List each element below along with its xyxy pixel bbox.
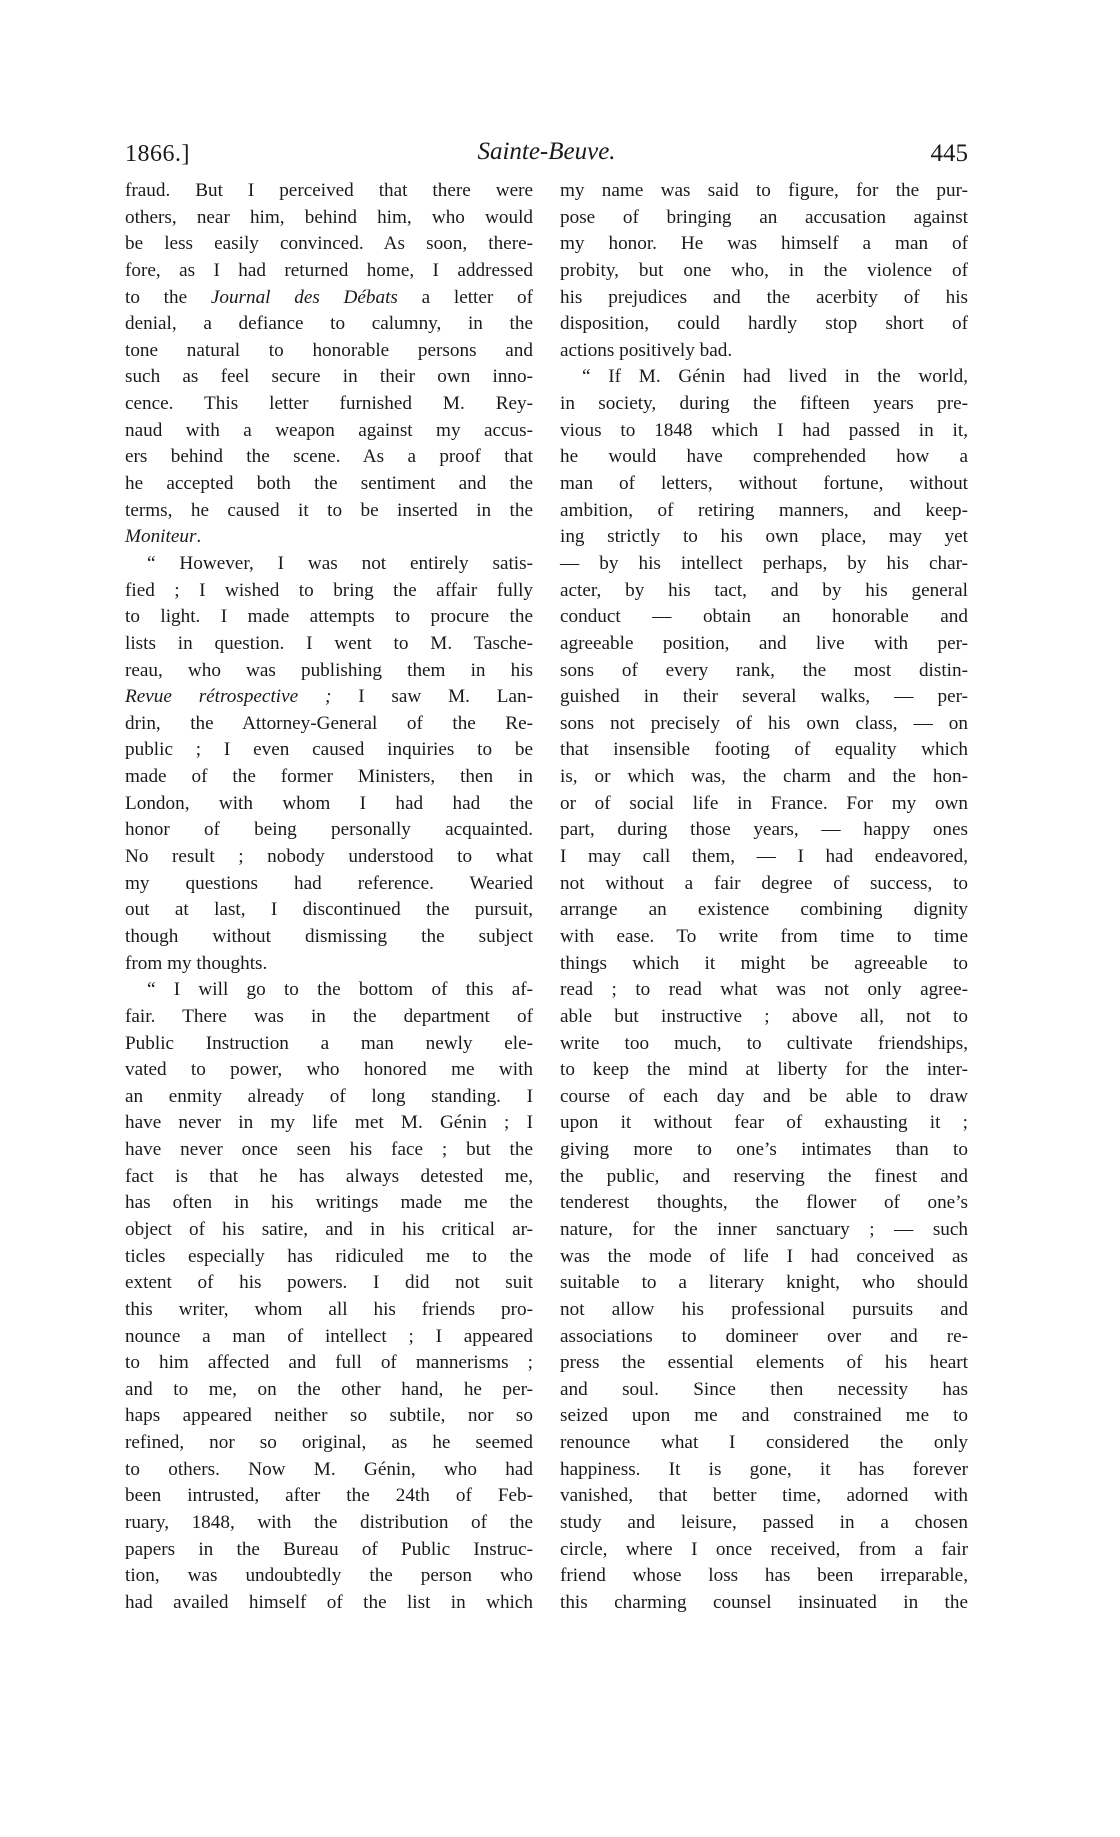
text-line: ing strictly to his own place, may yet	[560, 526, 968, 548]
text-line: he accepted both the sentiment and the	[125, 473, 533, 495]
text-line: not allow his professional pursuits and	[560, 1298, 968, 1320]
text-line: upon it without fear of exhausting it ;	[560, 1112, 968, 1134]
text-line: Public Instruction a man newly ele-	[125, 1032, 533, 1054]
text-line: giving more to one’s intimates than to	[560, 1139, 968, 1161]
text-line: he would have comprehended how a	[560, 446, 968, 468]
text-line: friend whose loss has been irreparable,	[560, 1565, 968, 1587]
text-line: vanished, that better time, adorned with	[560, 1485, 968, 1507]
text-line: sons not precisely of his own class, — on	[560, 712, 968, 734]
text-line: renounce what I considered the only	[560, 1432, 968, 1454]
text-line: honor of being personally acquainted.	[125, 819, 533, 841]
text-line: cence. This letter furnished M. Rey-	[125, 393, 533, 415]
text-line: probity, but one who, in the violence of	[560, 259, 968, 281]
text-run: to the	[125, 286, 211, 308]
text-line: haps appeared neither so subtile, nor so	[125, 1405, 533, 1427]
text-line: vious to 1848 which I had passed in it,	[560, 419, 968, 441]
text-line: study and leisure, passed in a chosen	[560, 1512, 968, 1534]
text-line: papers in the Bureau of Public Instruc-	[125, 1538, 533, 1560]
text-line: lists in question. I went to M. Tasche-	[125, 632, 533, 654]
text-line: vated to power, who honored me with	[125, 1059, 533, 1081]
text-line: associations to domineer over and re-	[560, 1325, 968, 1347]
text-line: my questions had reference. Wearied	[125, 872, 533, 894]
text-line: “ If M. Génin had lived in the world,	[582, 366, 968, 388]
text-line: “ However, I was not entirely satis-	[147, 552, 533, 574]
text-line: made of the former Ministers, then in	[125, 766, 533, 788]
text-line: this charming counsel insinuated in the	[560, 1591, 968, 1613]
text-line: an enmity already of long standing. I	[125, 1085, 533, 1107]
text-line: fact is that he has always detested me,	[125, 1165, 533, 1187]
right-column	[560, 178, 968, 1617]
text-line: man of letters, without fortune, without	[560, 473, 968, 495]
running-head-year: 1866.]	[125, 141, 190, 167]
text-line: my honor. He was himself a man of	[560, 233, 968, 255]
text-line: denial, a defiance to calumny, in the	[125, 313, 533, 335]
text-line: to others. Now M. Génin, who had	[125, 1458, 533, 1480]
text-line: others, near him, behind him, who would	[125, 206, 533, 228]
text-line: to keep the mind at liberty for the inter-	[560, 1059, 968, 1081]
text-line: fied ; I wished to bring the affair fully	[125, 579, 533, 601]
text-line: able but instructive ; above all, not to	[560, 1005, 968, 1027]
text-line: sons of every rank, the most distin-	[560, 659, 968, 681]
text-line: nature, for the inner sanctuary ; — such	[560, 1218, 968, 1240]
text-run: .	[196, 526, 202, 548]
italic-title: Revue rétrospective ;	[125, 686, 332, 708]
text-line: write too much, to cultivate friendships,	[560, 1032, 968, 1054]
text-line: No result ; nobody understood to what	[125, 846, 533, 868]
text-line: not without a fair degree of success, to	[560, 872, 968, 894]
text-line: had availed himself of the list in which	[125, 1591, 533, 1613]
text-line: have never in my life met M. Génin ; I	[125, 1112, 533, 1134]
text-line: ambition, of retiring manners, and keep-	[560, 499, 968, 521]
text-line: ruary, 1848, with the distribution of the	[125, 1512, 533, 1534]
text-line: disposition, could hardly stop short of	[560, 313, 968, 335]
text-line: naud with a weapon against my accus-	[125, 419, 533, 441]
text-line: “ I will go to the bottom of this af-	[147, 979, 533, 1001]
text-line: ticles especially has ridiculed me to the	[125, 1245, 533, 1267]
text-line: object of his satire, and in his critical ar-	[125, 1218, 533, 1240]
text-line: fair. There was in the department of	[125, 1005, 533, 1027]
text-line: conduct — obtain an honorable and	[560, 606, 968, 628]
text-line: his prejudices and the acerbity of his	[560, 286, 968, 308]
text-line: read ; to read what was not only agree-	[560, 979, 968, 1001]
text-line: though without dismissing the subject	[125, 925, 533, 947]
text-line: tion, was undoubtedly the person who	[125, 1565, 533, 1587]
text-line: agreeable position, and live with per-	[560, 632, 968, 654]
text-line: extent of his powers. I did not suit	[125, 1272, 533, 1294]
text-line: that insensible footing of equality which	[560, 739, 968, 761]
text-line: reau, who was publishing them in his	[125, 659, 533, 681]
text-line: seized upon me and constrained me to	[560, 1405, 968, 1427]
text-line: has often in his writings made me the	[125, 1192, 533, 1214]
text-line: acter, by his tact, and by his general	[560, 579, 968, 601]
text-line: from my thoughts.	[125, 952, 268, 974]
text-line	[125, 524, 533, 551]
text-line: and to me, on the other hand, he per-	[125, 1378, 533, 1400]
text-line: terms, he caused it to be inserted in the	[125, 499, 533, 521]
italic-title: Journal des Débats	[210, 286, 398, 308]
text-line: to him affected and full of mannerisms ;	[125, 1352, 533, 1374]
text-line: be less easily convinced. As soon, there-	[125, 233, 533, 255]
book-page	[125, 0, 968, 1837]
running-head-title: Sainte-Beuve.	[477, 138, 616, 165]
text-run: I saw M. Lan-	[331, 686, 533, 708]
text-line: — by his intellect perhaps, by his char-	[560, 552, 968, 574]
text-line: circle, where I once received, from a fair	[560, 1538, 968, 1560]
text-line: the public, and reserving the finest and	[560, 1165, 968, 1187]
text-line: tone natural to honorable persons and	[125, 339, 533, 361]
text-line: course of each day and be able to draw	[560, 1085, 968, 1107]
text-line: pose of bringing an accusation against	[560, 206, 968, 228]
text-run: a letter of	[397, 286, 533, 308]
text-line: drin, the Attorney-General of the Re-	[125, 712, 533, 734]
running-head	[125, 138, 968, 170]
text-line: tenderest thoughts, the flower of one’s	[560, 1192, 968, 1214]
text-line: been intrusted, after the 24th of Feb-	[125, 1485, 533, 1507]
text-line: part, during those years, — happy ones	[560, 819, 968, 841]
text-line: ers behind the scene. As a proof that	[125, 446, 533, 468]
text-line	[125, 285, 533, 312]
text-line: have never once seen his face ; but the	[125, 1139, 533, 1161]
text-line: arrange an existence combining dignity	[560, 899, 968, 921]
text-line: was the mode of life I had conceived as	[560, 1245, 968, 1267]
text-line: nounce a man of intellect ; I appeared	[125, 1325, 533, 1347]
text-line: guished in their several walks, — per-	[560, 686, 968, 708]
text-line: fore, as I had returned home, I addressed	[125, 259, 533, 281]
text-line: London, with whom I had had the	[125, 792, 533, 814]
text-line: suitable to a literary knight, who should	[560, 1272, 968, 1294]
text-line: such as feel secure in their own inno-	[125, 366, 533, 388]
page-number: 445	[930, 140, 968, 167]
text-line: this writer, whom all his friends pro-	[125, 1298, 533, 1320]
text-line: my name was said to figure, for the pur-	[560, 180, 968, 201]
text-line: public ; I even caused inquiries to be	[125, 739, 533, 761]
text-line: fraud. But I perceived that there were	[125, 180, 533, 201]
text-line: I may call them, — I had endeavored,	[560, 846, 968, 868]
text-line: refined, nor so original, as he seemed	[125, 1432, 533, 1454]
text-line: out at last, I discontinued the pursuit,	[125, 899, 533, 921]
text-line: actions positively bad.	[560, 339, 733, 361]
text-line: to light. I made attempts to procure the	[125, 606, 533, 628]
text-line: or of social life in France. For my own	[560, 792, 968, 814]
text-line: happiness. It is gone, it has forever	[560, 1458, 968, 1480]
text-line	[125, 684, 533, 711]
text-line: is, or which was, the charm and the hon-	[560, 766, 968, 788]
text-line: with ease. To write from time to time	[560, 925, 968, 947]
left-column	[125, 178, 533, 1617]
text-line: press the essential elements of his heart	[560, 1352, 968, 1374]
text-line: and soul. Since then necessity has	[560, 1378, 968, 1400]
italic-title: Moniteur	[125, 526, 197, 548]
text-line: in society, during the fifteen years pre-	[560, 393, 968, 415]
text-line: things which it might be agreeable to	[560, 952, 968, 974]
